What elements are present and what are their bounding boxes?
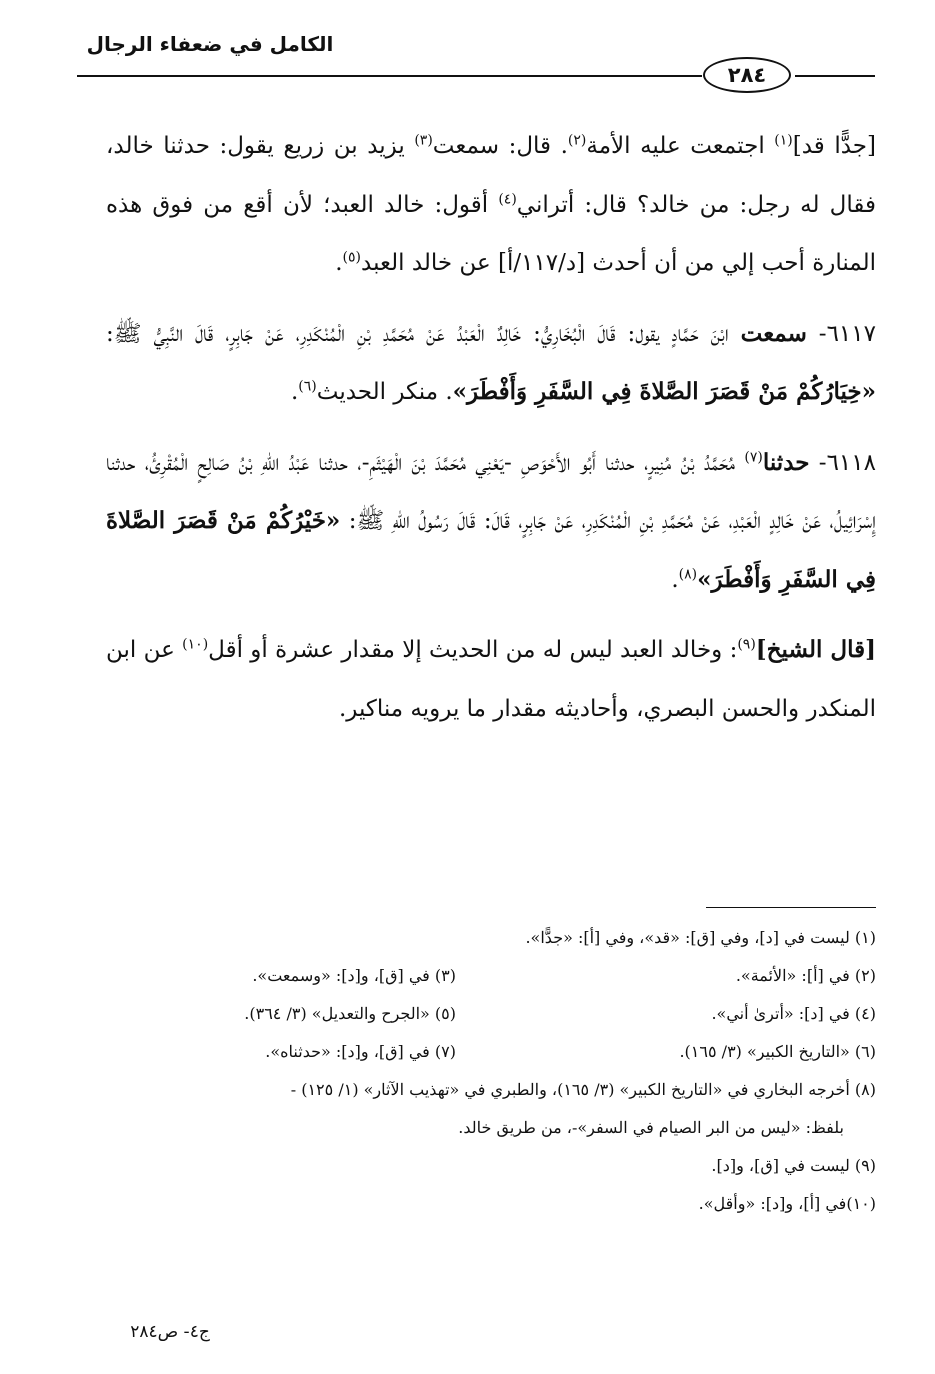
footnote-ref: (٨) xyxy=(678,565,698,582)
footnote-row xyxy=(100,1033,876,1071)
hadith-quote: «خَيْرُكُمْ مَنْ قَصَرَ الصَّلاةَ فِي السَّفَرِ وَأَفْطَرَ» xyxy=(106,507,876,593)
lead-word: سمعت xyxy=(740,319,807,347)
footnote-9: (٩) ليست في [ق]، و[د]. xyxy=(711,1156,876,1175)
lead-word: [قال الشيخ] xyxy=(755,636,876,663)
footnote-ref: (٤) xyxy=(498,190,517,207)
text-run: : وخالد العبد ليس له من الحديث إلا مقدار عشرة أو أقل xyxy=(208,637,738,663)
text-run: عن ابن المنكدر والحسن البصري، وأحاديثه مقدار ما يرويه مناكير. xyxy=(106,637,876,722)
footnote-ref: (١) xyxy=(774,132,793,149)
footnote-ref: (١٠) xyxy=(182,636,209,653)
paragraph xyxy=(106,117,876,293)
footnote-row xyxy=(100,957,876,995)
text-run: ابْنَ حَمَّادٍ يقول: قَالَ الْبُخَارِيُّ: خَالِدٌ الْعَبْدُ عَنْ مُحَمَّدِ بْنِ الْمُنْكَدِرِ، عَنْ جَابِرٍ، قَالَ النَّبِيُّ ﷺ: xyxy=(106,320,741,347)
text-run: مُحَمَّدُ بْنُ مُنِيرٍ، حدثنا أَبُو الأَحْوَصِ -يَعْنِي مُحَمَّدَ بْنَ الْهَيْثَمِ-، حدثنا عَبْدُ اللهِ بْنُ صَالِحٍ الْمُقْرِئُ، حدثنا إِسْرَائِيلُ، عَنْ خَالِدٍ الْعَبْدِ، عَنْ مُحَمَّدِ بْنِ الْمُنْكَدِرِ، عَنْ جَابِرٍ، قَالَ: قَالَ رَسُولُ اللهِ ﷺ: xyxy=(106,449,877,534)
header-rule xyxy=(795,75,875,77)
text-run: اجتمعت عليه الأمة xyxy=(586,133,775,159)
hadith-6117 xyxy=(106,305,876,422)
sheikh-comment xyxy=(106,621,876,738)
footnote-8-continuation: بلفظ: «ليس من البر الصيام في السفر»-، من طريق خالد. xyxy=(458,1118,844,1137)
footnote-6: (٦) «التاريخ الكبير» (٣/ ١٦٥). xyxy=(679,1042,876,1061)
footnote-row xyxy=(100,995,876,1033)
hadith-6118 xyxy=(106,434,876,610)
footnote-ref: (٣) xyxy=(414,132,433,149)
hadith-number: ٦١١٨- xyxy=(809,449,876,476)
book-title: الكامل في ضعفاء الرجال xyxy=(86,32,334,56)
text-run: . قال: سمعت xyxy=(432,133,568,159)
footnote-3: (٣) في [ق]، و[د]: «وسمعت». xyxy=(252,966,456,985)
hadith-number: ٦١١٧- xyxy=(806,320,876,347)
text-run: . xyxy=(671,566,679,593)
footnote-1: (١) ليست في [د]، وفي [ق]: «قد»، وفي [أ]: «جدًّا». xyxy=(525,928,876,947)
footnote-2: (٢) في [أ]: «الأئمة». xyxy=(735,966,876,985)
footnote-7: (٧) في [ق]، و[د]: «حدثناه». xyxy=(265,1042,456,1061)
lead-word: حدثنا xyxy=(762,448,810,476)
footnote-ref: (٧) xyxy=(744,448,763,465)
footnote-4: (٤) في [د]: «أترىٰ أني». xyxy=(711,1004,876,1023)
hadith-quote: «خِيَارُكُمْ مَنْ قَصَرَ الصَّلاةَ فِي السَّفَرِ وَأَفْطَرَ» xyxy=(452,378,876,405)
text-run: . xyxy=(335,250,343,276)
footnote-ref: (٩) xyxy=(737,636,756,653)
footnote-separator xyxy=(706,907,876,908)
text-run: . xyxy=(290,379,299,405)
header-rule xyxy=(77,75,702,77)
page-number-badge: ٢٨٤ xyxy=(703,57,791,93)
text-run: أقول: خالد العبد؛ لأن أقع من فوق هذه المنارة أحب إلي من أن أحدث [د/١١٧/أ] عن خالد العبد xyxy=(106,191,876,276)
footnote-8: (٨) أخرجه البخاري في «التاريخ الكبير» (٣/ ١٦٥)، والطبري في «تهذيب الآثار» (١/ ١٢٥) - xyxy=(290,1080,876,1099)
text-run: يزيد بن زريع يقول: حدثنا خالد، فقال له رجل: من خالد؟ قال: أتراني xyxy=(106,133,876,218)
text-run: [جدًّا قد] xyxy=(792,133,876,159)
text-run: . منكر الحديث xyxy=(316,379,453,405)
footnote-ref: (٥) xyxy=(342,249,361,266)
footnote-10: (١٠)في [أ]، و[د]: «وأقل». xyxy=(698,1194,876,1213)
footnote-5: (٥) «الجرح والتعديل» (٣/ ٣٦٤). xyxy=(244,1004,456,1023)
page-footer: ج٤- ص٢٨٤ xyxy=(130,1322,210,1342)
footnote-ref: (٦) xyxy=(298,378,317,395)
footnote-ref: (٢) xyxy=(567,132,587,149)
main-text xyxy=(106,117,876,738)
footnotes xyxy=(100,919,876,1223)
